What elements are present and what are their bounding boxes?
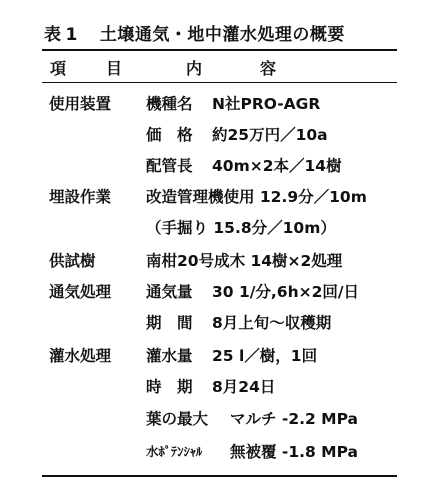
row-value-irrigation-amount: 25 l／樹，1回 (212, 347, 318, 365)
row-sub-leaf-max: 葉の最大 (146, 410, 209, 428)
row-value-model: N社PRO-AGR (212, 95, 321, 113)
row-value-mulch: マルチ -2.2 MPa (230, 410, 359, 428)
table-header-rule (42, 82, 397, 83)
row-value-test-trees: 南柑20号成木 14樹×2処理 (146, 252, 343, 270)
row-label-burial-work: 埋設作業 (49, 188, 112, 206)
table-title (44, 20, 345, 45)
row-sub-water-potential: 水ﾎﾟﾃﾝｼｬﾙ (146, 444, 203, 459)
row-value-hand-dig: （手掘り 15.8分／10m） (146, 219, 336, 237)
row-value-pipe-length: 40m×2本／14樹 (212, 157, 342, 175)
table-top-rule (42, 49, 397, 51)
row-sub-price: 価 格 (146, 126, 193, 144)
table-title-number: 1 (65, 25, 78, 45)
header-item: 項目 (50, 59, 163, 78)
row-sub-aeration-rate: 通気量 (146, 283, 193, 301)
header-content: 内容 (186, 59, 335, 78)
row-value-timing: 8月24日 (212, 378, 276, 396)
row-sub-model: 機種名 (146, 95, 193, 113)
row-sub-pipe-length: 配管長 (146, 157, 193, 175)
table-title-prefix: 表 (44, 25, 62, 45)
row-label-equipment: 使用装置 (49, 95, 112, 113)
row-value-price: 約25万円／10a (212, 126, 328, 144)
row-label-test-trees: 供試樹 (49, 252, 96, 270)
row-sub-irrigation-amount: 灌水量 (146, 347, 193, 365)
row-value-aeration-rate: 30 1/分,6h×2回/日 (212, 283, 360, 301)
row-value-no-cover: 無被覆 -1.8 MPa (230, 443, 359, 461)
row-label-irrigation: 灌水処理 (49, 347, 112, 365)
row-label-aeration: 通気処理 (49, 283, 112, 301)
row-value-burial-work: 改造管理機使用 12.9分／10m (146, 188, 367, 206)
row-sub-period: 期 間 (146, 314, 193, 332)
table-bottom-rule (42, 475, 397, 477)
table-title-text: 土壌通気・地中灌水処理の概要 (99, 25, 345, 45)
row-sub-timing: 時 期 (146, 378, 193, 396)
row-value-period: 8月上旬～収穫期 (212, 314, 332, 332)
